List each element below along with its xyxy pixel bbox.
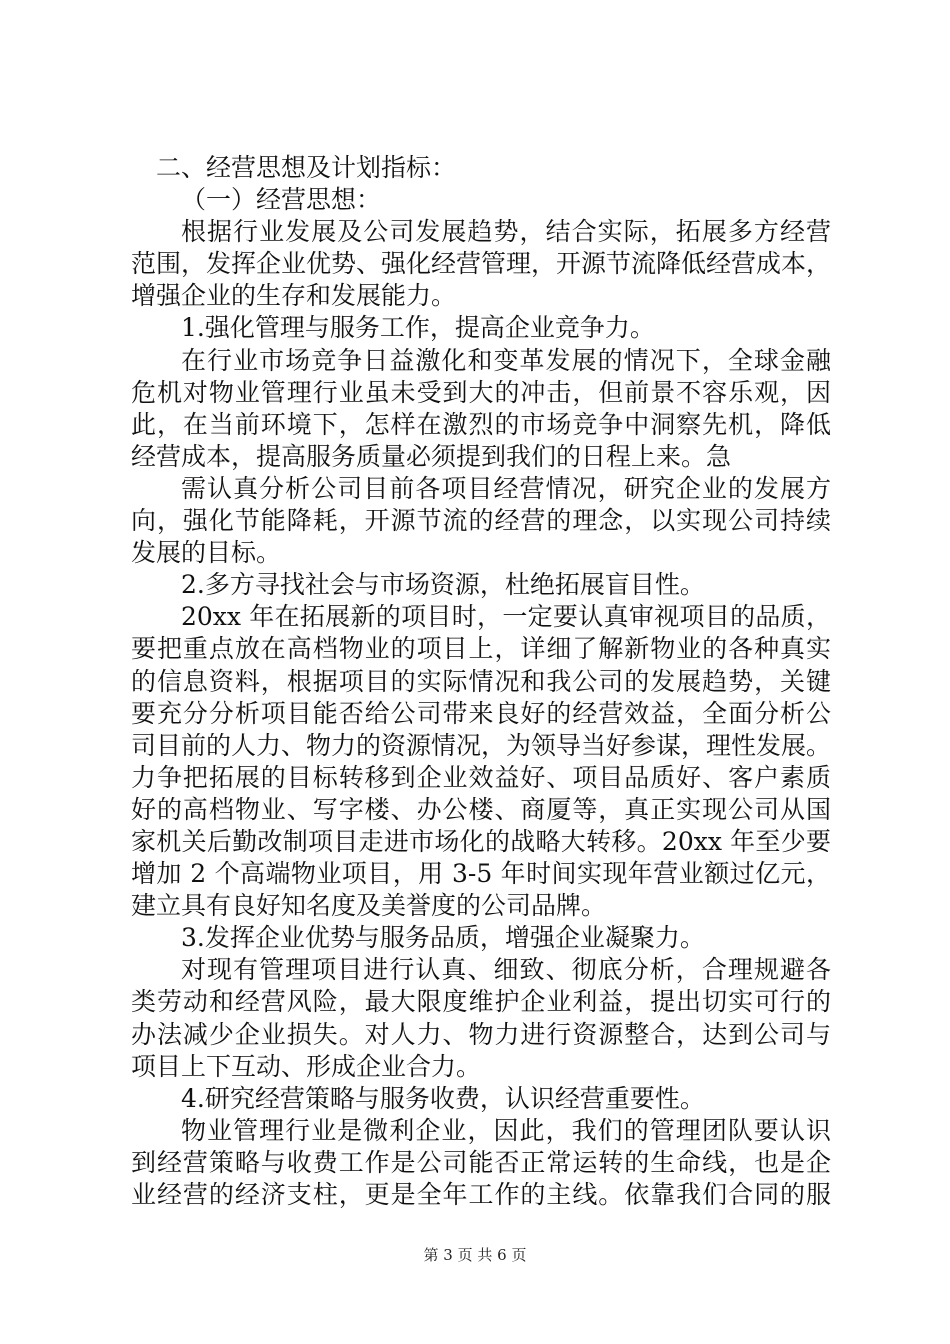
text-line: 4.研究经营策略与服务收费，认识经营重要性。 — [181, 1083, 705, 1113]
text-line: 建立具有良好知名度及美誉度的公司品牌。 — [131, 891, 607, 921]
text-line: 20xx 年在拓展新的项目时，一定要认真审视项目的品质， — [181, 602, 831, 632]
text-line: 危机对物业管理行业虽未受到大的冲击，但前景不容乐观，因 — [131, 377, 831, 407]
text-line: 2.多方寻找社会与市场资源，杜绝拓展盲目性。 — [181, 570, 705, 600]
text-line: 到经营策略与收费工作是公司能否正常运转的生命线，也是企 — [131, 1147, 831, 1177]
text-line: 根据行业发展及公司发展趋势，结合实际，拓展多方经营 — [181, 217, 831, 247]
text-line: 增加 2 个高端物业项目，用 3-5 年时间实现年营业额过亿元， — [131, 859, 831, 889]
text-line: 发展的目标。 — [131, 538, 282, 568]
text-line: 类劳动和经营风险，最大限度维护企业利益，提出切实可行的 — [131, 987, 831, 1017]
text-line: 3.发挥企业优势与服务品质，增强企业凝聚力。 — [181, 923, 705, 953]
text-line: 司目前的人力、物力的资源情况，为领导当好参谋，理性发展。 — [131, 730, 832, 760]
text-line: 要把重点放在高档物业的项目上，详细了解新物业的各种真实 — [131, 634, 831, 664]
page-footer: 第 3 页 共 6 页 — [423, 1246, 527, 1264]
text-line: 的信息资料，根据项目的实际情况和我公司的发展趋势，关键 — [131, 666, 831, 696]
text-line: 对现有管理项目进行认真、细致、彻底分析，合理规避各 — [181, 955, 831, 985]
text-line: 好的高档物业、写字楼、办公楼、商厦等，真正实现公司从国 — [131, 794, 831, 824]
text-line: 业经营的经济支柱，更是全年工作的主线。依靠我们合同的服 — [131, 1180, 831, 1209]
document-body — [131, 152, 831, 1211]
text-line: 要充分分析项目能否给公司带来良好的经营效益，全面分析公 — [131, 698, 831, 728]
text-line: 1.强化管理与服务工作，提高企业竞争力。 — [181, 313, 655, 343]
text-line: 力争把拓展的目标转移到企业效益好、项目品质好、客户素质 — [131, 762, 831, 792]
text-line: 物业管理行业是微利企业，因此，我们的管理团队要认识 — [181, 1115, 831, 1145]
text-line: 范围，发挥企业优势、强化经营管理，开源节流降低经营成本， — [131, 249, 832, 279]
text-line: 此，在当前环境下，怎样在激烈的市场竞争中洞察先机，降低 — [131, 409, 831, 439]
text-line: 家机关后勤改制项目走进市场化的战略大转移。20xx 年至少要 — [131, 826, 831, 856]
text-line: 经营成本，提高服务质量必须提到我们的日程上来。急 — [131, 441, 732, 471]
text-line: 在行业市场竞争日益激化和变革发展的情况下，全球金融 — [181, 345, 831, 375]
text-line: 增强企业的生存和发展能力。 — [131, 281, 457, 311]
text-line: 项目上下互动、形成企业合力。 — [131, 1051, 482, 1081]
text-line: 向，强化节能降耗，开源节流的经营的理念，以实现公司持续 — [131, 506, 831, 536]
text-line: 二、经营思想及计划指标： — [156, 153, 457, 182]
text-line: （一）经营思想： — [181, 185, 382, 215]
text-line: 需认真分析公司目前各项目经营情况，研究企业的发展方 — [181, 473, 831, 503]
text-line: 办法减少企业损失。对人力、物力进行资源整合，达到公司与 — [131, 1019, 831, 1049]
